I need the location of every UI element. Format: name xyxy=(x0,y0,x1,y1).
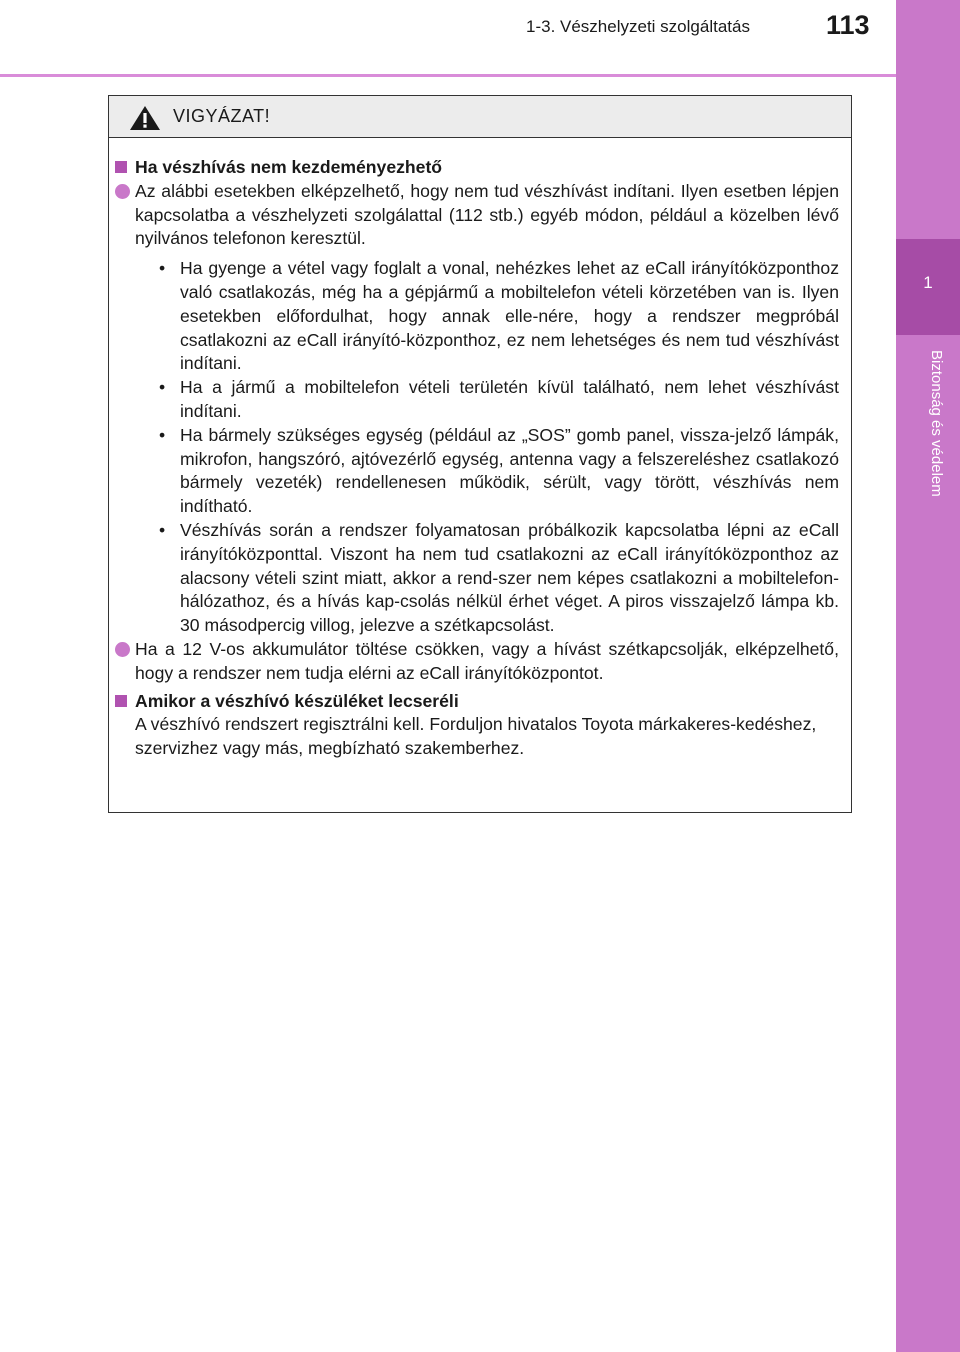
warning-content xyxy=(109,138,851,761)
section-body: A vészhívó rendszert regisztrálni kell. Forduljon hivatalos Toyota márkakeres-kedéshez, szervizhez vagy más, megbízható szakemberhez. xyxy=(135,714,817,759)
warning-triangle-icon xyxy=(129,105,161,136)
bullet-item: • Ha bármely szükséges egység (például az „SOS” gomb panel, vissza-jelző lámpák, mikrofon, hangszóró, ajtóvezérlő egység, antenna vagy a felszereléshez csatlakozó bármely vezeték) rendellenesen működik, sérült, vagy törött, vészhívás nem indítható. xyxy=(159,424,839,517)
square-bullet-icon xyxy=(115,695,127,707)
list-item: Ha a 12 V-os akkumulátor töltése csökken, vagy a hívást szétkapcsolják, elképzelhető, hogy a rendszer nem tudja elérni az eCall irányítóközpontot. xyxy=(115,638,839,686)
chapter-tab[interactable] xyxy=(896,239,960,335)
section-heading: Ha vészhívás nem kezdeményezhető xyxy=(115,156,839,180)
bullet-item: • Ha gyenge a vétel vagy foglalt a vonal, nehézkes lehet az eCall irányítóközponthoz való csatlakozás, még ha a gépjármű a mobiltelefon vételi körzetében van is. Ilyen esetekben előfordulhat, hogy annak elle-nére, hogy a rendszer megpróbál csatlakozni az eCall irányító-központhoz, ez nem lehetséges és nem tud vészhívást indítani. xyxy=(159,258,839,374)
chapter-number: 1 xyxy=(923,273,933,292)
section-heading: Amikor a vészhívó készüléket lecseréli xyxy=(115,690,839,714)
warning-header xyxy=(109,96,851,138)
list-item: Az alábbi esetekben elképzelhető, hogy nem tud vészhívást indítani. Ilyen esetben lépjen kapcsolatba a vészhelyzeti szolgálattal (112 stb.) egyéb módon, például a közelben lévő nyilvános telefonon keresztül. xyxy=(115,180,839,251)
square-bullet-icon xyxy=(115,161,127,173)
circle-bullet-icon xyxy=(115,184,130,199)
chapter-label: Biztonság és védelem xyxy=(928,350,945,497)
bullet-list xyxy=(155,257,839,638)
warning-box xyxy=(108,95,852,813)
warning-title: VIGYÁZAT! xyxy=(173,106,271,126)
header-rule xyxy=(0,74,896,77)
circle-bullet-icon xyxy=(115,642,130,657)
bullet-item: • Ha a jármű a mobiltelefon vételi területén kívül található, nem lehet vészhívást indítani. xyxy=(159,377,839,421)
page-number: 113 xyxy=(826,10,870,40)
section-title: 1-3. Vészhelyzeti szolgáltatás xyxy=(526,17,750,36)
bullet-item: • Vészhívás során a rendszer folyamatosan próbálkozik kapcsolatba lépni az eCall irányítóközponttal. Viszont ha nem tud csatlakozni az eCall irányítóközponthoz az alacsony vételi szint miatt, akkor a rend-szer nem képes csatlakozni a mobiltelefon-hálózathoz, és a hívás kap-csolás nélkül érhet véget. A piros visszajelző lámpa kb. 30 másodpercig villog, jelezve a szétkapcsolást. xyxy=(159,519,839,636)
side-tab xyxy=(896,0,960,1352)
